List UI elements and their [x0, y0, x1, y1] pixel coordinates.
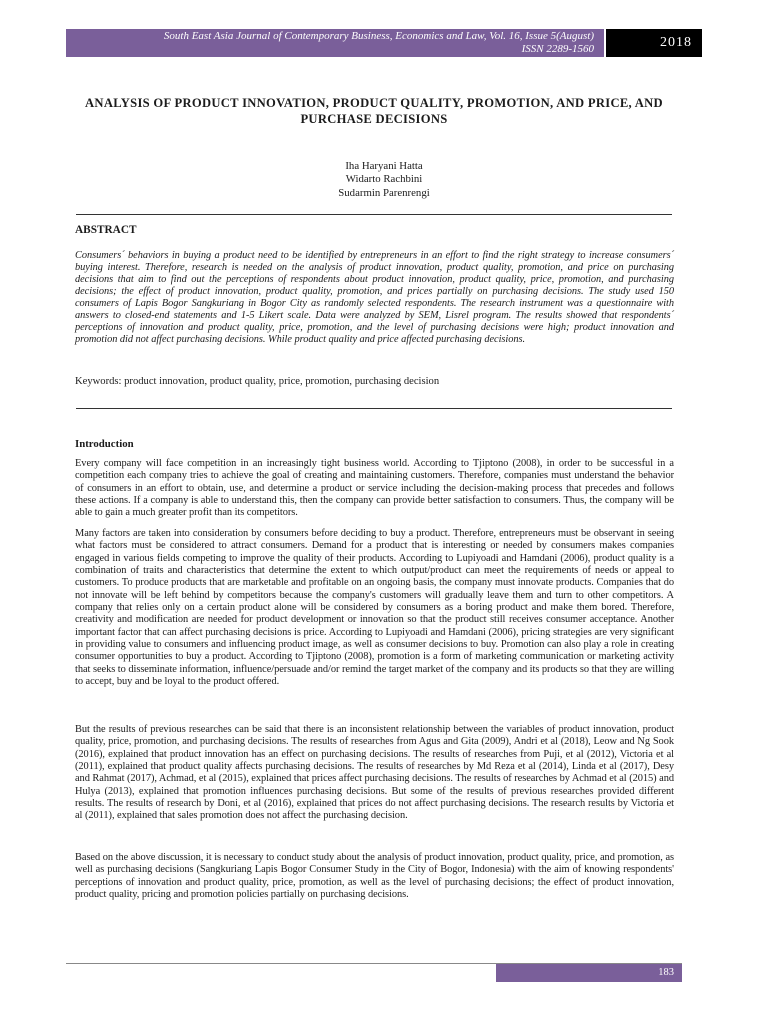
body-paragraph: Based on the above discussion, it is necessary to conduct study about the analysis of product innovation, product quality, price, and promotion, as well as purchasing decisions (Sangkuriang Lapis Bogor Consumer Study in the City of Bogor, Indonesia) with the aim of knowing respondents' perceptions of innovation and product quality, price, promotion, as well as the level of purchasing decisions; the effect of product innovation, product quality, pricing and promotion policies partially on purchasing decisions. [75, 852, 674, 901]
author-name: Iha Haryani Hatta [345, 160, 423, 172]
author-name: Sudarmin Parenrengi [338, 186, 430, 199]
journal-issn: ISSN 2289-1560 [521, 43, 594, 55]
journal-citation: South East Asia Journal of Contemporary Business, Economics and Law, Vol. 16, Issue 5(August) [163, 30, 594, 42]
divider-top [76, 214, 672, 215]
abstract-text: Consumers´ behaviors in buying a product need to be identified by entrepreneurs in an effort to find the right strategy to increase consumers´ buying interest. Therefore, research is needed on the analysis of product innovation, product quality, promotion, and price on purchasing decisions that aim to find out the perceptions of respondents about product innovation, product quality, price, promotion, and purchasing decisions; the effect of product innovation, product quality, promotion, and prices partially on purchasing decisions. The study used 150 consumers of Lapis Bogor Sangkuriang in Bogor City as randomly selected respondents. The research instrument was a questionnaire with answers to closed-end statements and 1-5 Likert scale. Data were analyzed by SEM, Lisrel program. The results showed that respondents´ perceptions of innovation and product quality, price, promotion, and the level of purchasing decisions were high; product innovation and promotion did not affect purchasing decisions. While product quality and price affected purchasing decisions. [75, 250, 674, 345]
paper-title: ANALYSIS OF PRODUCT INNOVATION, PRODUCT QUALITY, PROMOTION, AND PRICE, AND PURCHASE DECISIONS [85, 96, 663, 126]
keywords-line: Keywords: product innovation, product quality, price, promotion, purchasing decision [75, 376, 440, 387]
body-paragraph: But the results of previous researches can be said that there is an inconsistent relationship between the variables of product innovation, product quality, price, promotion, and purchasing decisions. The results of researches from Agus and Gita (2009), Andri et al (2018), Leow and Ng Sook (2016), explained that product innovation has an effect on purchasing decisions. The results of researches from Puji, et al (2012), Victoria et al (2011), explained that product quality affects purchasing decisions. The results of researches by Md Reza et al (2014), Linda et al (2017), Desy and Rahmat (2017), Achmad, et al (2015), explained that prices affect purchasing decisions. The results of researches by Achmad et al (2015) and Hulya (2013), explained that promotion influences purchasing decisions. But some of the results of previous researches provided different results. The results of research by Doni, et al (2016), explained that prices do not affect purchasing decisions. The research results by Victoria et al (2011), explained that sales promotion does not affect the purchasing decision. [75, 724, 674, 822]
abstract-heading: ABSTRACT [75, 224, 137, 236]
journal-header-band [66, 29, 604, 57]
divider-bottom [76, 408, 672, 409]
page-number: 183 [496, 964, 682, 982]
introduction-heading: Introduction [75, 438, 134, 450]
body-paragraph: Many factors are taken into consideration by consumers before deciding to buy a product. Therefore, entrepreneurs must be observant in seeing what factors must be considered to attract consumers. Demand for a product that is interesting or needed by consumers makes companies engaged in various fields competing to improve the quality of their products. According to Lupiyoadi and Hamdani (2006), product quality is a combination of traits and characteristics that determine the extent to which output/product can meet the requirements of needs or appeal to customers. To produce products that are marketable and profitable on an ongoing basis, the company must innovate products. Companies that do not innovate will be left behind by competitors because the company's customers will gradually leave them and turn to other competitors. A company that relies only on a certain product alone will be considered by consumers as a boring product and make them bored. Therefore, creativity and modification are needed for product development or innovation so that the product still receives consumer acceptance. Another important factor that can affect purchasing decisions is price. According to Lupiyoadi and Hamdani (2006), pricing strategies are very significant in providing value to consumers and influencing product image, as well as consumer decisions to buy. Promotion can also play a role in creating consumer opportunities to buy a product. According to Tjiptono (2008), promotion is a form of marketing communication or marketing activity that seeks to disseminate information, influence/persuade and/or remind the target market of the company and its products so that they are willing to accept, buy and be loyal to the product offered. [75, 528, 674, 688]
author-list [234, 160, 534, 200]
body-paragraph: Every company will face competition in an increasingly tight business world. According to Tjiptono (2008), in order to be successful in a competition each company tries to achieve the goal of creating and maintaining customers. Therefore, companies must understand the behavior of consumers in an effort to obtain, use, and determine a product or service including the decision-making process that precedes and follows these actions. If a company is able to understand this, then the company can provide better satisfaction to consumers. Thus, the company will be able to gain a much greater profit than its competitors. [75, 458, 674, 519]
author-name: Widarto Rachbini [345, 173, 423, 186]
header-year: 2018 [606, 29, 702, 57]
